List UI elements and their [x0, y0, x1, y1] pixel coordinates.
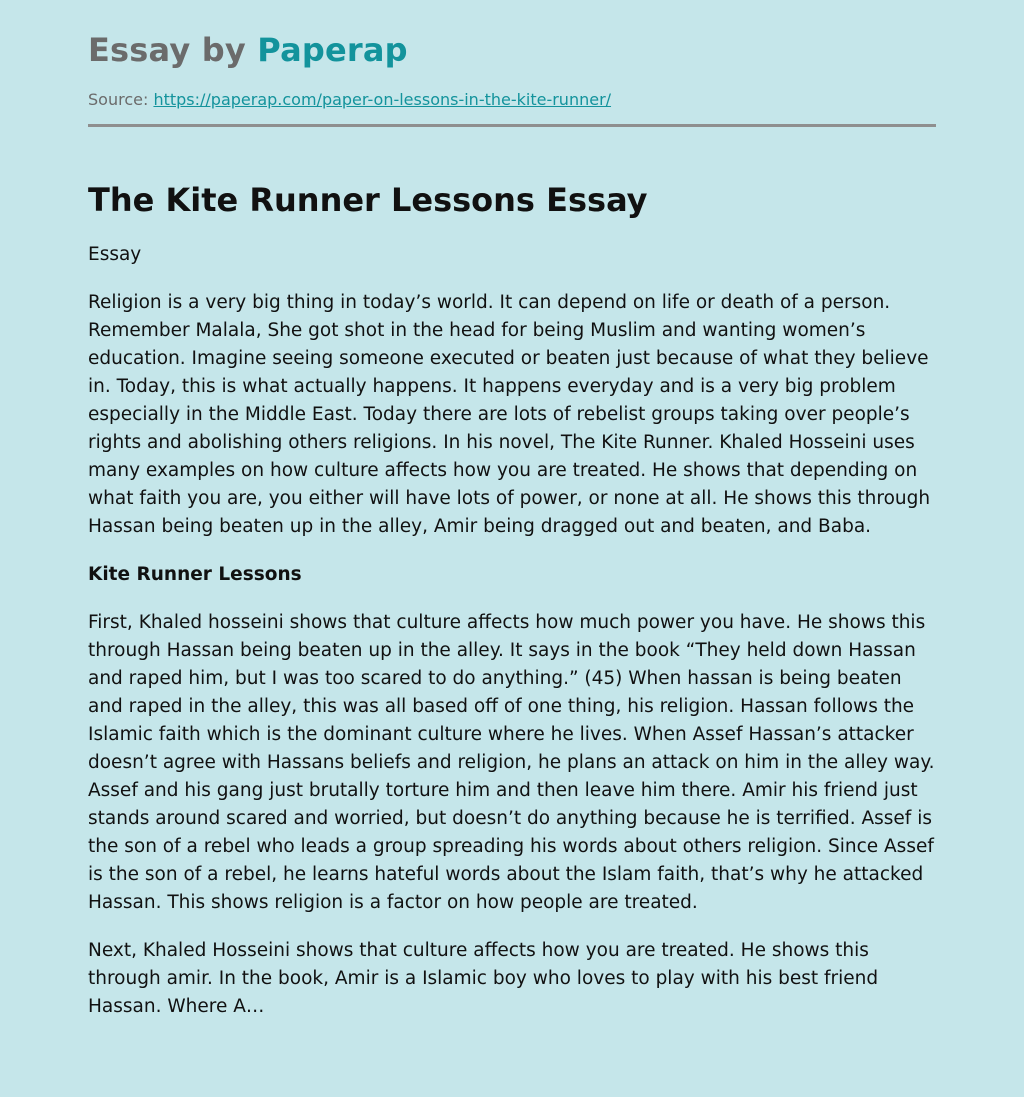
header-divider — [88, 124, 936, 127]
paragraph: First, Khaled hosseini shows that culture affects how much power you have. He shows this through Hassan being beaten up in the alley. It says in the book “They held down Hassan and raped him, but I was too scared to do anything.” (45) When hassan is being beaten and raped in the alley, this was all based off of one thing, his religion. Hassan follows the Islamic faith which is the dominant culture where he lives. When Assef Hassan’s attacker doesn’t agree with Hassans beliefs and religion, he plans an attack on him in the alley way. Assef and his gang just brutally torture him and then leave him there. Amir his friend just stands around scared and worried, but doesn’t do anything because he is terrified. Assef is the son of a rebel who leads a group spreading his words about others religion. Since Assef is the son of a rebel, he learns hateful words about the Islam faith, that’s why he attacked Hassan. This shows religion is a factor on how people are treated. — [88, 612, 935, 913]
source-label: Source: — [88, 90, 149, 109]
brand-prefix: Essay by — [88, 31, 258, 69]
section-subheading: Kite Runner Lessons — [88, 564, 302, 585]
paragraph: Next, Khaled Hosseini shows that culture affects how you are treated. He shows this through amir. In the book, Amir is a Islamic boy who loves to play with his best friend Hassan. Where A… — [88, 940, 879, 1017]
brand-name: Paperap — [257, 31, 408, 69]
essay-category: Essay — [88, 244, 142, 265]
source-link[interactable]: https://paperap.com/paper-on-lessons-in-the-kite-runner/ — [153, 90, 612, 109]
site-brand[interactable] — [88, 30, 408, 70]
source-line — [88, 89, 611, 111]
essay-body — [88, 241, 940, 1041]
paragraph: Religion is a very big thing in today’s world. It can depend on life or death of a person. Remember Malala, She got shot in the head for being Muslim and wanting women’s education. Imagine seeing someone executed or beaten just because of what they believe in. Today, this is what actually happens. It happens everyday and is a very big problem especially in the Middle East. Today there are lots of rebelist groups taking over people’s rights and abolishing others religions. In his novel, The Kite Runner. Khaled Hosseini uses many examples on how culture affects how you are treated. He shows that depending on what faith you are, you either will have lots of power, or none at all. He shows this through Hassan being beaten up in the alley, Amir being dragged out and beaten, and Baba. — [88, 292, 931, 537]
essay-title: The Kite Runner Lessons Essay — [88, 181, 648, 219]
